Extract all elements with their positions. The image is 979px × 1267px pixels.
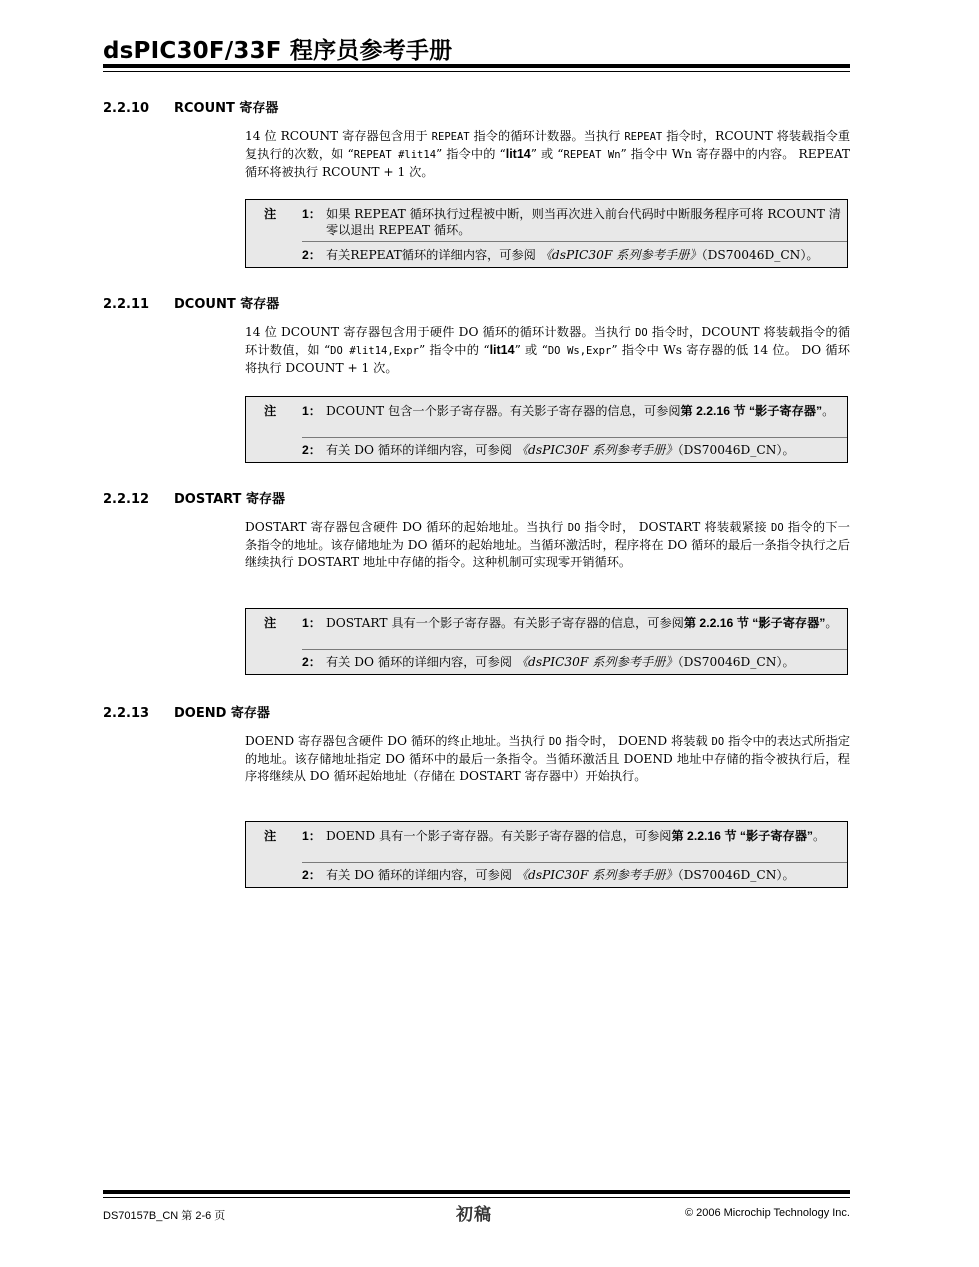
section-number: 2.2.10 — [103, 101, 150, 116]
para-text: 指令时，RCOUNT 将装载指令重复执行的次数，如 “ — [245, 129, 851, 162]
note-text — [326, 247, 841, 263]
section-paragraph-rcount — [245, 128, 850, 182]
code-text: DO #lit14,Expr — [330, 345, 419, 358]
note-text: 如果 REPEAT 循环执行过程被中断，则当再次进入前台代码时中断服务程序可将 RCOUNT 清零以退出 REPEAT 循环。 — [326, 207, 841, 237]
para-text: ” 指令中 Ws 寄存器的低 14 位。 DO 循环将执行 DCOUNT + 1 次。 — [245, 343, 850, 376]
para-text: ” 指令中的 “ — [436, 147, 506, 162]
section-number: 2.2.11 — [103, 297, 150, 312]
code-text: REPEAT #lit14 — [353, 149, 437, 162]
section-title: DCOUNT 寄存器 — [174, 297, 280, 312]
note-number: 2： — [302, 443, 321, 457]
section-heading-doend — [103, 702, 270, 721]
section-number: 2.2.12 — [103, 492, 150, 507]
code-text: DO — [548, 736, 562, 748]
bold-text: lit14 — [489, 343, 515, 358]
code-text: REPEAT — [431, 131, 470, 143]
note-text-part: DCOUNT 包含一个影子寄存器。有关影子寄存器的信息，可参阅 — [326, 404, 681, 418]
note-number: 2： — [302, 248, 321, 262]
footer-draft-label: 初稿 — [456, 1205, 492, 1225]
note-text-part: DOSTART 具有一个影子寄存器。有关影子寄存器的信息，可参阅 — [326, 616, 684, 630]
note-separator — [302, 241, 847, 242]
para-text: 指令的下一条指令的地址。该存储地址为 DO 循环的起始地址。当循环激活时，程序将在 DO 循环的最后一条指令执行之后继续执行 DOSTART 地址中存储的指令。这种机制可实现零开销循环。 — [245, 520, 850, 570]
section-cross-reference: 第 2.2.16 节 “影子寄存器” — [683, 616, 826, 630]
note-box-doend — [245, 821, 848, 888]
section-paragraph-dostart — [245, 519, 850, 572]
header-rule-thick — [103, 64, 850, 68]
footer-document-id: DS70157B_CN 第 2-6 页 — [103, 1210, 226, 1222]
note-text-part: （DS70046D_CN）。 — [701, 248, 819, 262]
note-text-part: 有关 DO 循环的详细内容，可参阅 — [326, 868, 516, 882]
section-title: RCOUNT 寄存器 — [174, 101, 279, 116]
section-number: 2.2.13 — [103, 706, 150, 721]
section-heading-dostart — [103, 488, 285, 507]
section-title: DOSTART 寄存器 — [174, 492, 285, 507]
para-text: 指令时， DOSTART 将装载紧接 — [580, 520, 772, 534]
section-cross-reference: 第 2.2.16 节 “影子寄存器” — [680, 404, 823, 418]
note-text-part: （DS70046D_CN）。 — [677, 443, 795, 457]
code-text: REPEAT Wn — [563, 149, 621, 162]
para-text: 指令中的表达式所指定的地址。该存储地址指定 DO 循环中的最后一条指令。当循环激活且 DOEND 地址中存储的指令被执行后，程序将继续从 DO 循环起始地址（存储在 DOSTART 寄存器中）开始执行。 — [245, 734, 851, 784]
para-text: 14 位 DCOUNT 寄存器包含用于硬件 DO 循环的循环计数器。当执行 — [245, 325, 636, 339]
code-text: DO — [711, 736, 725, 748]
note-text-part: 。 — [825, 616, 838, 630]
note-text-part: 有关 DO 循环的详细内容，可参阅 — [326, 655, 516, 669]
note-text — [326, 615, 841, 631]
para-text: 指令时， DOEND 将装载 — [561, 734, 712, 748]
note-text-part: 有关 DO 循环的详细内容，可参阅 — [326, 443, 516, 457]
note-separator — [302, 437, 847, 438]
note-text-part: DOEND 具有一个影子寄存器。有关影子寄存器的信息，可参阅 — [326, 829, 672, 843]
para-text: ” 或 “ — [514, 343, 548, 358]
section-cross-reference: 第 2.2.16 节 “影子寄存器” — [671, 829, 814, 843]
note-separator — [302, 862, 847, 863]
note-label: 注 — [264, 616, 277, 630]
para-text: ” 指令中的 “ — [418, 343, 490, 358]
note-separator — [302, 649, 847, 650]
code-text: DO Ws,Expr — [547, 345, 612, 358]
code-text: DO — [771, 522, 784, 534]
reference-manual-title: 《dsPIC30F 系列参考手册》 — [515, 655, 678, 669]
reference-manual-title: 《dsPIC30F 系列参考手册》 — [515, 868, 678, 882]
note-number: 1： — [302, 616, 321, 630]
note-text — [326, 867, 841, 883]
para-text: DOSTART 寄存器包含硬件 DO 循环的起始地址。当执行 — [245, 520, 568, 534]
note-text-part: （DS70046D_CN）。 — [677, 868, 795, 882]
para-text: ” 或 “ — [530, 147, 564, 162]
header-rule-thin — [103, 71, 850, 72]
section-paragraph-dcount — [245, 324, 850, 378]
section-paragraph-doend — [245, 733, 850, 786]
section-heading-dcount — [103, 293, 279, 312]
footer-rule-thin — [103, 1197, 850, 1198]
note-number: 1： — [302, 404, 321, 418]
note-number: 1： — [302, 207, 321, 221]
note-text-part: （DS70046D_CN）。 — [677, 655, 795, 669]
note-text-part: 。 — [813, 829, 826, 843]
code-text: DO — [635, 327, 648, 339]
note-text — [326, 828, 841, 844]
note-number: 2： — [302, 868, 321, 882]
note-box-dcount — [245, 396, 848, 463]
reference-manual-title: 《dsPIC30F 系列参考手册》 — [515, 443, 678, 457]
note-label: 注 — [264, 207, 277, 221]
bold-text: lit14 — [505, 147, 531, 162]
code-text: DO — [567, 522, 581, 534]
footer-copyright: © 2006 Microchip Technology Inc. — [684, 1207, 850, 1219]
note-box-rcount — [245, 199, 848, 268]
note-text — [326, 442, 841, 458]
para-text: DOEND 寄存器包含硬件 DO 循环的终止地址。当执行 — [245, 734, 549, 748]
para-text: 14 位 RCOUNT 寄存器包含用于 — [245, 129, 432, 143]
page-header-title: dsPIC30F/33F 程序员参考手册 — [103, 38, 453, 64]
footer-rule-thick — [103, 1190, 850, 1194]
note-text-part: 有关REPEAT循环的详细内容，可参阅 — [326, 248, 540, 262]
note-text-part: 。 — [822, 404, 835, 418]
note-number: 2： — [302, 655, 321, 669]
section-heading-rcount — [103, 97, 278, 116]
note-box-dostart — [245, 608, 848, 675]
note-text — [326, 654, 841, 670]
code-text: REPEAT — [624, 131, 663, 143]
note-text — [326, 403, 841, 419]
note-label: 注 — [264, 829, 277, 843]
para-text: ” 指令中 Wn 寄存器中的内容。 REPEAT 循环将被执行 RCOUNT + 1 次。 — [245, 147, 850, 180]
note-number: 1： — [302, 829, 321, 843]
para-text: 指令的循环计数器。当执行 — [469, 129, 625, 143]
reference-manual-title: 《dsPIC30F 系列参考手册》 — [539, 248, 702, 262]
note-label: 注 — [264, 404, 277, 418]
section-title: DOEND 寄存器 — [174, 706, 270, 721]
para-text: 指令时，DCOUNT 将装载指令的循环计数值，如 “ — [245, 325, 851, 358]
